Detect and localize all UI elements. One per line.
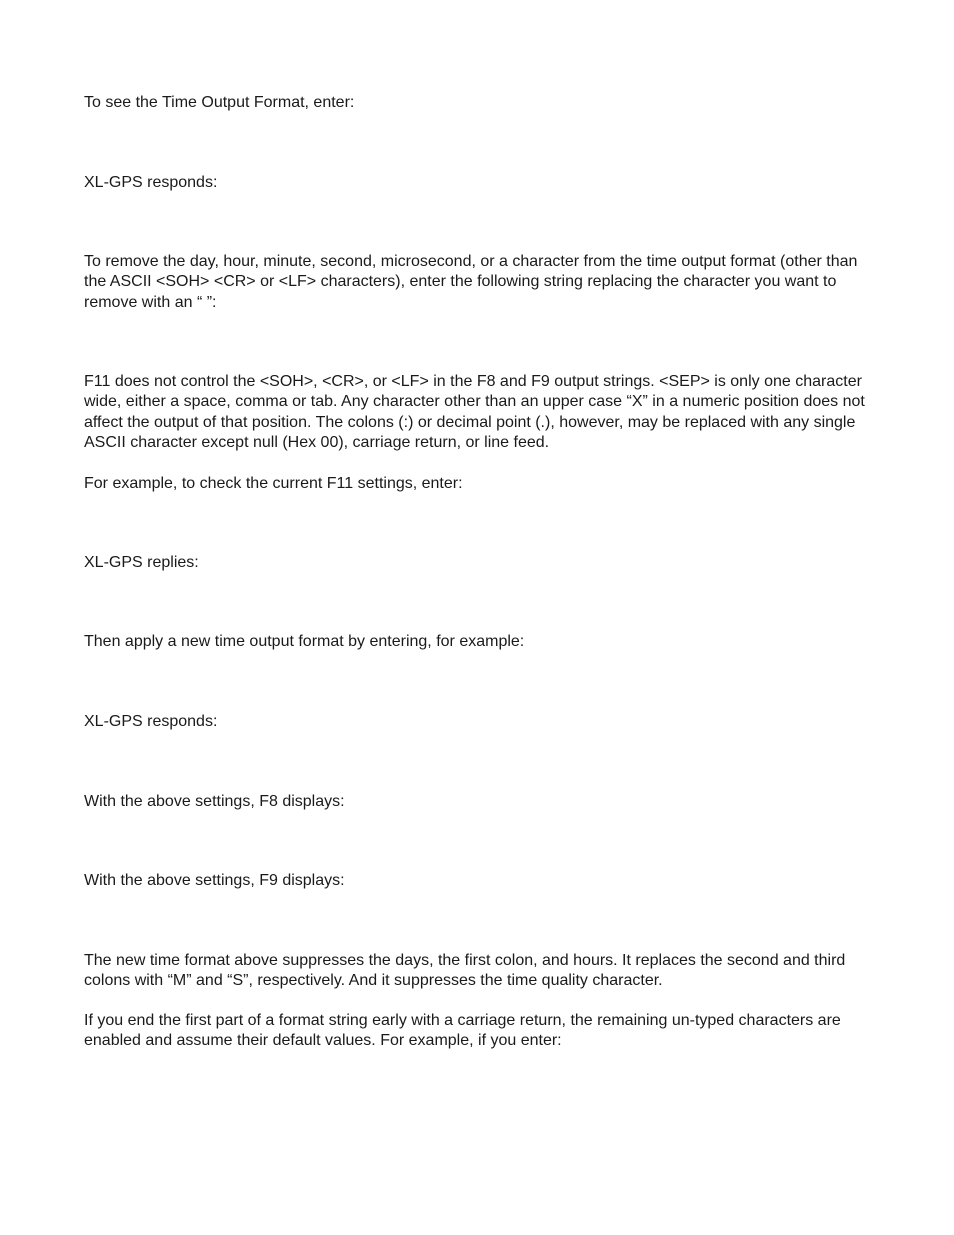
paragraph-f8-displays: With the above settings, F8 displays: <box>84 793 345 810</box>
paragraph-new-format-explanation: The new time format above suppresses the days, the first colon, and hours. It replaces the second and third colons with “M” and “S”, respectively. And it suppresses the time quality character. <box>84 952 846 990</box>
paragraph-see-time-output-format: To see the Time Output Format, enter: <box>84 94 355 111</box>
paragraph-end-format-early: If you end the first part of a format string early with a carriage return, the remaining un-typed characters are enabled and assume their default values. For example, if you enter: <box>84 1012 841 1050</box>
paragraph-xlgps-responds-2: XL-GPS responds: <box>84 713 218 730</box>
paragraph-remove-character: To remove the day, hour, minute, second, microsecond, or a character from the time output format (other than the ASCII <SOH> <CR> or <LF> characters), enter the following string replacing the character you want to remove with an “ ”: <box>84 253 858 311</box>
paragraph-xlgps-replies: XL-GPS replies: <box>84 554 199 571</box>
paragraph-check-f11-settings: For example, to check the current F11 settings, enter: <box>84 475 463 492</box>
paragraph-f9-displays: With the above settings, F9 displays: <box>84 872 345 889</box>
paragraph-f11-control-notes: F11 does not control the <SOH>, <CR>, or <LF> in the F8 and F9 output strings. <SEP> is only one character wide, either a space, comma or tab. Any character other than an upper case “X” in a numeric position does not affect the output of that position. The colons (:) or decimal point (.), however, may be replaced with any single ASCII character except null (Hex 00), carriage return, or line feed. <box>84 373 865 451</box>
paragraph-apply-new-format: Then apply a new time output format by entering, for example: <box>84 633 525 650</box>
paragraph-xlgps-responds: XL-GPS responds: <box>84 174 218 191</box>
